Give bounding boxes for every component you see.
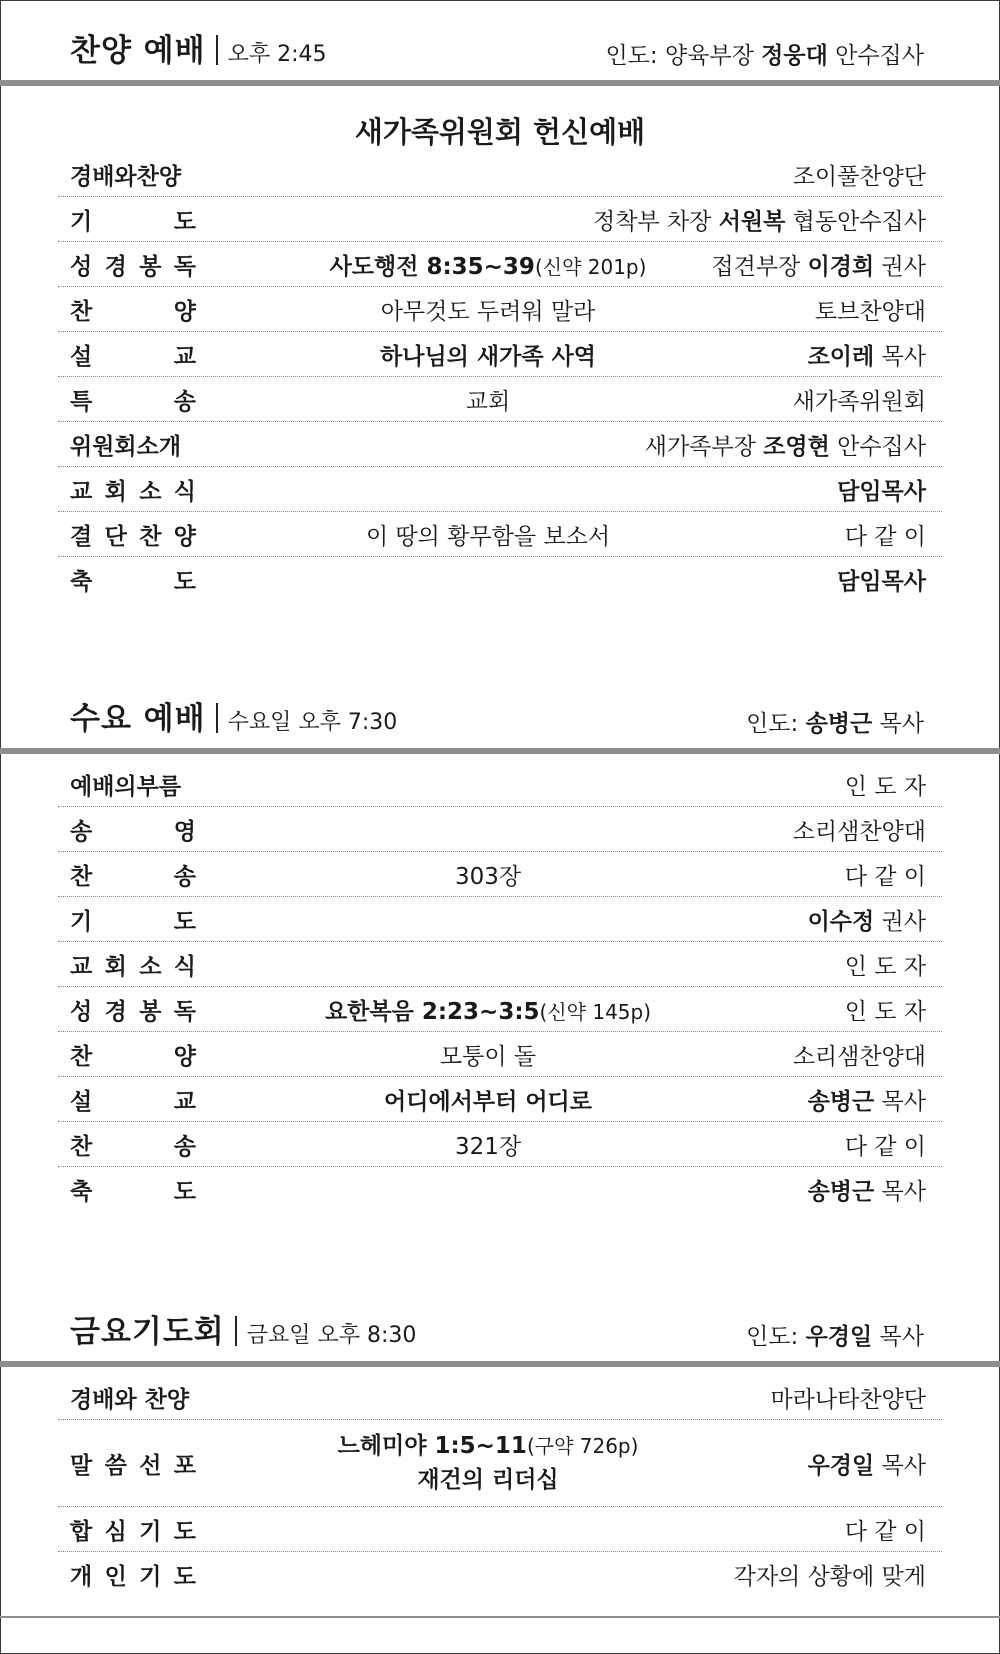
order-label-text: 결 단 찬 양 [70,523,196,550]
section-friday-prayer [0,1289,1000,1596]
order-row [58,1420,942,1507]
order-row [58,467,942,512]
section-title: 수요 예배 [70,701,206,737]
section-title: 찬양 예배 [70,33,206,69]
order-label-text: 성 경 봉 독 [70,998,196,1025]
order-person [793,383,926,416]
title-divider [216,35,218,65]
order-label [70,293,196,326]
person-prefix: 소리샘찬양대 [792,1043,926,1070]
order-label-text: 예배의부름 [70,773,182,800]
order-detail-ref: (신약 201p) [534,254,647,279]
order-label-text: 개 인 기 도 [70,1563,196,1590]
order-person [593,203,926,236]
order-detail-text: 이 땅의 황무함을 보소서 [365,523,611,550]
order-label-text: 기 도 [70,908,196,935]
order-detail-bold: 요한복음 2:23~3:5 [324,998,540,1025]
person-prefix: 정착부 차장 [593,208,719,235]
order-label-text: 찬 양 [70,298,196,325]
order-person [770,1381,926,1414]
person-name: 담임목사 [837,478,926,505]
order-label [70,993,196,1026]
order-detail [466,383,510,416]
order-detail [325,993,651,1026]
order-label [70,813,196,846]
order-label [70,203,196,236]
person-name: 조영현 [763,433,830,460]
order-label [70,903,196,936]
order-person [845,768,926,801]
person-prefix: 새가족부장 [644,433,764,460]
order-row [58,942,942,987]
order-row [58,242,942,287]
order-detail-line [381,293,596,326]
order-detail-line [330,248,647,281]
section-leader: 인도: 우경일 목사 [746,1324,924,1350]
order-detail [366,518,610,551]
person-suffix: 목사 [874,1178,926,1205]
order-label-text: 특 송 [70,388,196,415]
section-title: 금요기도회 [70,1314,225,1350]
person-suffix: 협동안수집사 [785,208,926,235]
section-time: 오후 2:45 [227,42,327,67]
order-detail-line [455,1128,521,1161]
order-label [70,1558,196,1591]
order-person [837,473,926,506]
order-label-text: 축 도 [70,568,196,595]
person-prefix: 각자의 상황에 맞게 [733,1563,926,1590]
order-row [58,422,942,467]
order-label [70,428,196,461]
order-detail-text: 303장 [454,863,522,890]
order-detail-line [466,383,510,416]
person-name: 이수정 [807,908,875,935]
order-person [734,1558,926,1591]
person-prefix: 다 같 이 [844,1518,926,1545]
order-person [845,1513,926,1546]
order-row [58,287,942,332]
order-row [58,557,942,601]
order-detail-bold: 어디에서부터 어디로 [384,1088,592,1115]
order-detail-line [325,993,651,1026]
person-prefix: 마라나타찬양단 [770,1386,926,1413]
person-name: 이경희 [807,253,875,280]
order-label [70,1513,196,1546]
order-label-text: 찬 양 [70,1043,196,1070]
order-row [58,377,942,422]
order-person [793,813,926,846]
order-person [845,948,926,981]
person-name: 송병근 [807,1178,875,1205]
bottom-rule [0,1616,1000,1618]
order-detail-bold: 사도행전 8:35~39 [329,253,535,280]
section-header [0,676,1000,748]
order-person [711,248,926,281]
order-detail-line [380,338,596,371]
order-person [845,1128,926,1161]
person-suffix: 권사 [874,908,926,935]
order-row [58,987,942,1032]
order-row [58,1122,942,1167]
order-detail-bold: 하나님의 새가족 사역 [380,343,596,370]
person-suffix: 안수집사 [829,433,926,460]
order-detail-text: 아무것도 두려워 말라 [380,298,596,325]
order-person [645,428,926,461]
person-prefix: 다 같 이 [844,523,926,550]
section-time: 금요일 오후 8:30 [246,1323,417,1348]
order-label-text: 교 회 소 식 [70,478,196,505]
person-prefix: 조이풀찬양단 [792,163,926,190]
order-detail [380,338,596,371]
order-label-text: 찬 송 [70,1133,196,1160]
person-name: 송병근 [807,1088,875,1115]
order-detail-line2: 재건의 리더십 [417,1467,559,1493]
order-label [70,768,196,801]
order-person [808,338,926,371]
person-prefix: 새가족위원회 [792,388,926,415]
order-label [70,383,196,416]
section-time: 수요일 오후 7:30 [227,710,398,735]
order-label-text: 찬 송 [70,863,196,890]
order-label-text: 경배와 찬양 [70,1386,190,1413]
order-label-text: 말 씀 선 포 [70,1452,196,1479]
section-leader: 인도: 송병근 목사 [746,711,924,737]
order-person [793,1038,926,1071]
order-detail [330,248,647,281]
section-leader: 인도: 양육부장 정웅대 안수집사 [605,43,924,69]
section-header [0,1289,1000,1361]
title-divider [216,703,218,733]
person-name: 서원복 [718,208,786,235]
order-label [70,1447,196,1480]
order-person [845,993,926,1026]
order-person [808,1447,926,1480]
order-label [70,248,196,281]
order-detail-line [440,1038,536,1071]
order-row [58,762,942,807]
order-person [815,293,926,326]
order-detail [455,858,521,891]
section-praise-worship [0,8,1000,601]
order-detail [381,293,596,326]
order-label-text: 축 도 [70,1178,196,1205]
order-label-text: 위원회소개 [70,433,182,460]
title-divider [235,1316,237,1346]
order-person [837,563,926,596]
order-label-text: 경배와찬양 [70,163,182,190]
person-prefix: 다 같 이 [844,1133,926,1160]
order-list [58,1375,942,1596]
order-label-text: 설 교 [70,1088,196,1115]
order-row [58,1032,942,1077]
order-row [58,197,942,242]
person-suffix: 목사 [874,1452,926,1479]
order-detail-ref: (신약 145p) [539,999,652,1024]
order-detail [384,1083,592,1116]
person-suffix: 목사 [874,1088,926,1115]
order-label-text: 성 경 봉 독 [70,253,196,280]
order-label [70,473,196,506]
order-person [808,903,926,936]
order-detail [455,1128,521,1161]
order-label [70,1038,196,1071]
order-row [58,1375,942,1420]
order-row [58,152,942,197]
order-person [845,858,926,891]
order-list [58,152,942,601]
order-row [58,897,942,942]
order-row [58,1167,942,1211]
order-label [70,158,196,191]
order-row [58,1507,942,1552]
order-detail [440,1038,536,1071]
order-label [70,1381,196,1414]
person-prefix: 소리샘찬양대 [792,818,926,845]
order-detail-text: 모퉁이 돌 [439,1043,537,1070]
person-name: 조이레 [807,343,875,370]
person-suffix: 권사 [874,253,926,280]
order-detail-text: 321장 [454,1133,522,1160]
section-rule [0,80,1000,86]
order-label [70,1083,196,1116]
order-label-text: 교 회 소 식 [70,953,196,980]
order-detail-line [384,1083,592,1116]
order-label-text: 설 교 [70,343,196,370]
section-wednesday-worship [0,676,1000,1211]
order-row [58,807,942,852]
order-person [845,518,926,551]
order-label [70,563,196,596]
person-prefix: 토브찬양대 [814,298,926,325]
order-detail-line [366,518,610,551]
order-list [58,762,942,1211]
person-name: 우경일 [807,1452,875,1479]
order-person [793,158,926,191]
order-person [808,1173,926,1206]
order-row [58,1077,942,1122]
order-label-text: 기 도 [70,208,196,235]
order-label [70,948,196,981]
person-prefix: 접견부장 [711,253,808,280]
order-row [58,332,942,377]
order-label-text: 송 영 [70,818,196,845]
order-detail [338,1429,639,1497]
order-row [58,1552,942,1596]
order-detail-bold: 느헤미야 1:5~11 [337,1433,527,1459]
section-rule [0,748,1000,754]
order-row [58,852,942,897]
order-person [808,1083,926,1116]
order-detail-text: 교회 [465,388,511,415]
order-label [70,518,196,551]
section-header [0,8,1000,80]
person-prefix: 인 도 자 [844,953,926,980]
section-rule [0,1361,1000,1367]
person-prefix: 인 도 자 [844,773,926,800]
person-suffix: 목사 [874,343,926,370]
order-detail-line [338,1429,639,1463]
service-subtitle: 새가족위원회 헌신예배 [354,115,646,149]
order-label-text: 합 심 기 도 [70,1518,196,1545]
order-detail-ref: (구약 726p) [526,1434,639,1458]
order-label [70,858,196,891]
order-label [70,1128,196,1161]
person-prefix: 인 도 자 [844,998,926,1025]
order-label [70,338,196,371]
order-detail-line [455,858,521,891]
order-label [70,1173,196,1206]
person-name: 담임목사 [837,568,926,595]
person-prefix: 다 같 이 [844,863,926,890]
order-row [58,512,942,557]
